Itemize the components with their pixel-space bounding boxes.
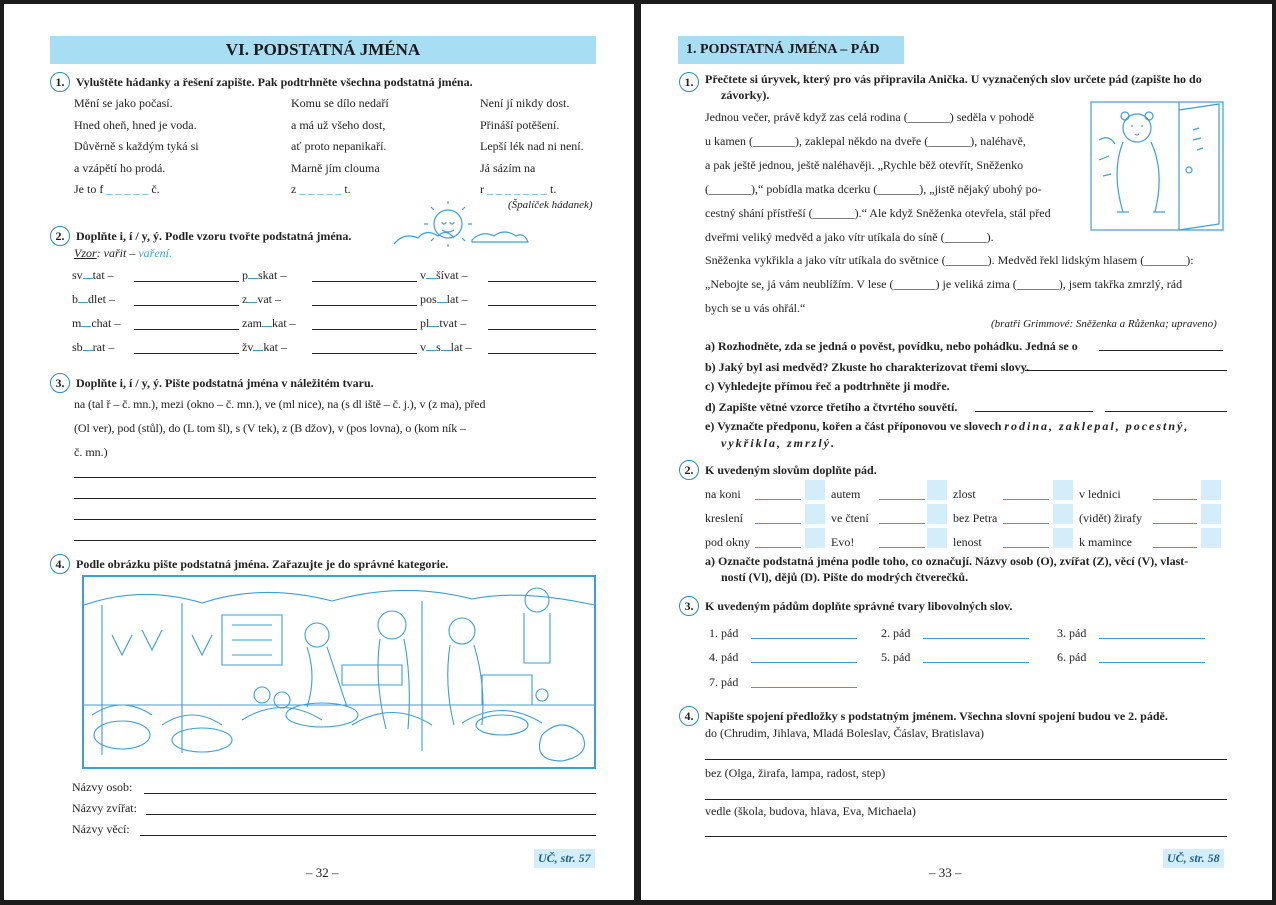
fill-item[interactable]: m chat – [72, 316, 121, 330]
case-label: 3. pád [1057, 626, 1087, 640]
story-line[interactable]: (_______),“ pobídla matka dcerku (_______), „jistě nějaký ubohý po- [705, 182, 1042, 196]
story-line[interactable]: Sněženka vykřikla a jako vítr utíkala do světnice (_______). Medvěd řekl lidským hlasem (_______): [705, 253, 1194, 267]
question-a: a) Označte podstatná jména podle toho, co označují. Názvy osob (O), zvířat (Z), věcí (V), vlast- [705, 554, 1189, 568]
fill-item[interactable]: v s lat – [420, 340, 472, 354]
case-answer-line[interactable] [923, 662, 1029, 663]
textbook-reference: UČ, str. 58 [1163, 849, 1224, 868]
case-label: 7. pád [709, 675, 739, 689]
exercise-number: 1. [679, 72, 699, 92]
answer-line[interactable] [74, 540, 596, 541]
answer-line[interactable] [74, 498, 596, 499]
story-line[interactable]: Jednou večer, právě když zas celá rodina (_______) seděla v pohodě [705, 110, 1035, 124]
fill-sentence[interactable]: č. mn.) [74, 445, 108, 459]
question-d: d) Zapište větné vzorce třetího a čtvrtého souvětí. [705, 400, 958, 414]
riddle-line: Není jí nikdy dost. [480, 96, 570, 110]
riddle-answer-line[interactable]: Je to f _ _ _ _ _ č. [74, 182, 160, 196]
grid-word: pod okny [705, 535, 750, 549]
textbook-reference: UČ, str. 57 [534, 849, 595, 868]
fill-item[interactable]: z vat – [242, 292, 281, 306]
fill-item[interactable]: sb rat – [72, 340, 115, 354]
exercise-instruction: K uvedeným slovům doplňte pád. [705, 463, 877, 477]
fill-item[interactable]: zam kat – [242, 316, 296, 330]
market-illustration [82, 575, 596, 769]
case-answer-line[interactable] [1099, 662, 1205, 663]
riddle-line: Přináší potěšení. [480, 118, 560, 132]
fill-item[interactable]: pos lat – [420, 292, 468, 306]
fill-sentence[interactable]: (Ol ver), pod (stůl), do (L tom šl), s (V tek), z (B džov), v (pos lovna), o (kom ník – [74, 421, 466, 435]
right-title-bar: 1. PODSTATNÁ JMÉNA – PÁD [678, 36, 904, 64]
prompt-item: bez (Olga, žirafa, lampa, radost, step) [705, 766, 886, 780]
category-box[interactable] [1053, 504, 1073, 524]
exercise-instruction: Napište spojení předložky s podstatným jménem. Všechna slovní spojení budou ve 2. pádě. [705, 709, 1168, 723]
fill-item[interactable]: b dlet – [72, 292, 115, 306]
grid-word: autem [831, 487, 861, 501]
answer-label: Názvy osob: [72, 780, 133, 794]
answer-line[interactable] [146, 814, 596, 815]
answer-line[interactable] [1099, 350, 1223, 351]
answer-line[interactable] [705, 759, 1227, 760]
exercise-number: 3. [679, 596, 699, 616]
page-number: – 33 – [929, 865, 962, 880]
fill-item[interactable]: v šívat – [420, 268, 468, 282]
pattern-example: Vzor: vařit – vaření. [74, 246, 172, 260]
fill-sentence[interactable]: na (tal ř – č. mn.), mezi (okno – č. mn.), ve (ml nice), na (s dl iště – č. j.), v (z ma), před [74, 397, 486, 411]
question-a-cont: ností (Vl), dějů (D). Pište do modrých čtverečků. [721, 570, 969, 584]
answer-line[interactable] [74, 519, 596, 520]
answer-label: Názvy věcí: [72, 822, 130, 836]
grid-word: (vidět) žirafy [1079, 511, 1142, 525]
riddle-line: Já sázím na [480, 161, 536, 175]
riddle-line: Marně jím clouma [291, 161, 380, 175]
case-answer-line[interactable] [751, 638, 857, 639]
case-answer-line[interactable] [923, 638, 1029, 639]
answer-line[interactable] [1025, 370, 1227, 371]
sun-illustration [388, 200, 534, 256]
riddle-line: Důvěrně s každým tyká si [74, 139, 199, 153]
right-page [641, 4, 1272, 900]
riddle-line: Komu se dílo nedaří [291, 96, 389, 110]
prompt-item: vedle (škola, budova, hlava, Eva, Michaela) [705, 804, 916, 818]
question-b: b) Jaký byl asi medvěd? Zkuste ho charakterizovat třemi slovy. [705, 360, 1029, 374]
fill-item[interactable]: žv kat – [242, 340, 287, 354]
answer-line[interactable] [705, 799, 1227, 800]
exercise-number: 2. [50, 226, 70, 246]
grid-word: bez Petra [953, 511, 998, 525]
category-box[interactable] [927, 504, 947, 524]
category-box[interactable] [1201, 528, 1221, 548]
exercise-instruction: Podle obrázku pište podstatná jména. Zařazujte je do správné kategorie. [76, 557, 449, 571]
exercise-instruction: Vyluštěte hádanky a řešení zapište. Pak podtrhněte všechna podstatná jména. [76, 75, 473, 89]
story-line[interactable]: bych se u vás ohřál.“ [705, 301, 806, 315]
riddle-source: (Špalíček hádanek) [508, 199, 593, 211]
question-c: c) Vyhledejte přímou řeč a podtrhněte ji modře. [705, 379, 950, 393]
case-label: 1. pád [709, 626, 739, 640]
prompt-item: do (Chrudim, Jihlava, Mladá Boleslav, Čáslav, Bratislava) [705, 726, 985, 740]
page-number: – 32 – [306, 865, 339, 880]
fill-item[interactable]: sv tat – [72, 268, 114, 282]
fill-item[interactable]: pl tvat – [420, 316, 467, 330]
answer-line[interactable] [705, 836, 1227, 837]
grid-word: k mamince [1079, 535, 1132, 549]
riddle-answer-line[interactable]: z _ _ _ _ _ t. [291, 182, 351, 196]
exercise-number: 2. [679, 460, 699, 480]
category-box[interactable] [927, 528, 947, 548]
case-label: 5. pád [881, 650, 911, 664]
grid-word: na koni [705, 487, 741, 501]
category-box[interactable] [1201, 504, 1221, 524]
answer-line[interactable] [975, 411, 1093, 412]
question-a: a) Rozhodněte, zda se jedná o pověst, povídku, nebo pohádku. Jedná se o [705, 339, 1078, 353]
grid-word: Evo! [831, 535, 855, 549]
exercise-number: 3. [50, 373, 70, 393]
case-answer-line[interactable] [1099, 638, 1205, 639]
exercise-number: 1. [50, 72, 70, 92]
riddle-line: Hned oheň, hned je voda. [74, 118, 197, 132]
riddle-line: Mění se jako počasí. [74, 96, 173, 110]
bear-door-illustration [1089, 100, 1225, 232]
exercise-instruction: Doplňte i, í / y, ý. Podle vzoru tvořte podstatná jména. [76, 229, 352, 243]
riddle-answer-line[interactable]: r _ _ _ _ _ _ _ t. [480, 182, 557, 196]
story-line[interactable]: dveřmi veliký medvěd a jako vítr utíkala do síně (_______). [705, 230, 994, 244]
story-line[interactable]: „Nebojte se, já vám neublížím. V lese (_______) je veliká zima (_______), jsem takřka zmrzlý, rád [705, 277, 1183, 291]
category-box[interactable] [1201, 480, 1221, 500]
category-box[interactable] [927, 480, 947, 500]
exercise-instruction-cont: závorky). [721, 88, 770, 102]
grid-word: kreslení [705, 511, 743, 525]
category-box[interactable] [805, 528, 825, 548]
answer-line[interactable] [140, 835, 596, 836]
category-box[interactable] [805, 504, 825, 524]
category-box[interactable] [1053, 480, 1073, 500]
answer-line[interactable] [1105, 411, 1227, 412]
category-box[interactable] [805, 480, 825, 500]
story-line[interactable]: a pak ještě jednou, ještě naléhavěji. „Rychle běž otevřít, Sněženko [705, 158, 1024, 172]
left-page [4, 4, 634, 900]
exercise-number: 4. [50, 554, 70, 574]
fill-item[interactable]: p skat – [242, 268, 287, 282]
exercise-instruction: Doplňte i, í / y, ý. Pište podstatná jména v náležitém tvaru. [76, 376, 374, 390]
grid-word: ve čtení [831, 511, 869, 525]
left-title-bar: VI. PODSTATNÁ JMÉNA [50, 36, 596, 64]
category-box[interactable] [1053, 528, 1073, 548]
case-answer-line[interactable] [751, 687, 857, 688]
exercise-instruction: Přečtete si úryvek, který pro vás připravila Anička. U vyznačených slov určete pád (zapište ho do [705, 72, 1202, 86]
answer-label: Názvy zvířat: [72, 801, 137, 815]
grid-word: v lednici [1079, 487, 1121, 501]
case-label: 2. pád [881, 626, 911, 640]
story-line[interactable]: u kamen (_______), zaklepal někdo na dveře (_______), naléhavě, [705, 134, 1026, 148]
riddle-line: ať proto nepanikaří. [291, 139, 387, 153]
grid-word: zlost [953, 487, 976, 501]
riddle-line: a má už všeho dost, [291, 118, 386, 132]
answer-line[interactable] [144, 793, 596, 794]
riddle-line: Lepší lék nad ni není. [480, 139, 584, 153]
answer-line[interactable] [74, 477, 596, 478]
exercise-instruction: K uvedeným pádům doplňte správné tvary libovolných slov. [705, 599, 1013, 613]
story-line[interactable]: cestný shání přístřeší (_______).“ Ale když Sněženka otevřela, stál před [705, 206, 1051, 220]
case-label: 6. pád [1057, 650, 1087, 664]
riddle-line: a vzápětí ho prodá. [74, 161, 166, 175]
story-source: (bratři Grimmové: Sněženka a Růženka; upraveno) [991, 318, 1217, 330]
question-e-words: vykřikla, zmrzlý. [721, 436, 836, 450]
grid-word: lenost [953, 535, 982, 549]
exercise-number: 4. [679, 706, 699, 726]
case-answer-line[interactable] [751, 662, 857, 663]
case-label: 4. pád [709, 650, 739, 664]
question-e: e) Vyznačte předponu, kořen a část příponovou ve slovech rodina, zaklepal, pocestný, [705, 419, 1190, 433]
